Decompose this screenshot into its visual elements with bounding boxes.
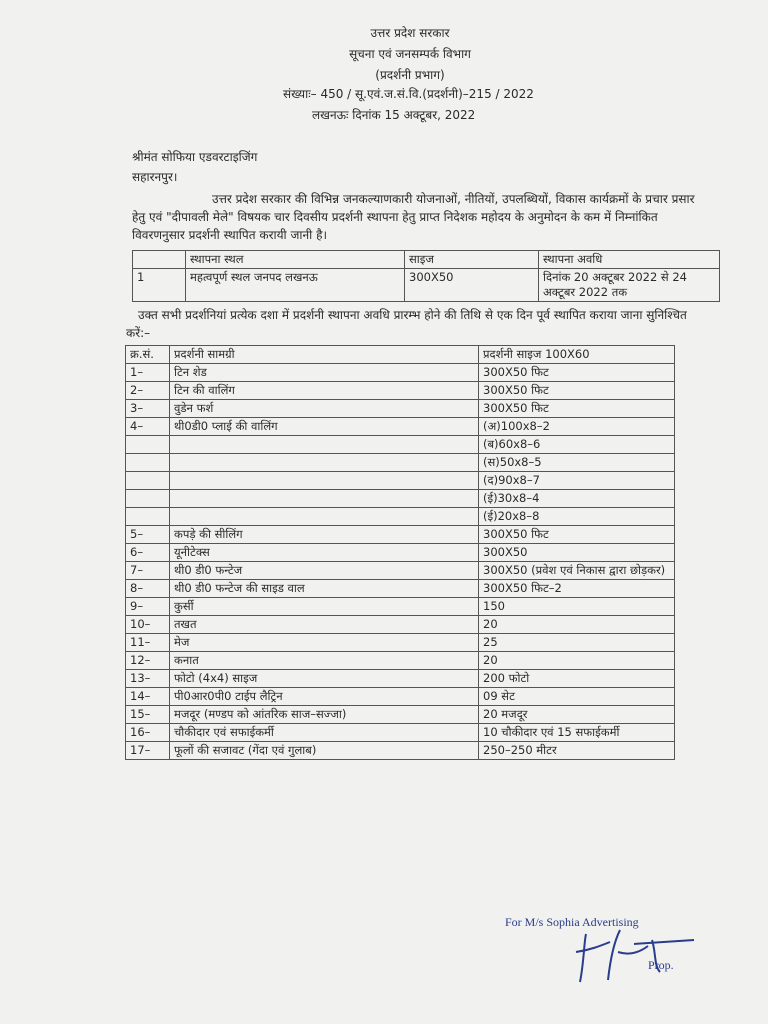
table-row [126,562,675,580]
table-row [126,616,675,634]
table-cell-size: 20 [479,652,675,670]
table-header-cell: साइज [405,251,539,269]
table-cell-item: थी0डी0 प्लाई की वालिंग [170,418,479,436]
table-cell-sn [126,472,170,490]
table-cell-item: यूनीटेक्स [170,544,479,562]
table-cell-sn [126,508,170,526]
table-cell-sn: 2– [126,382,170,400]
table-cell-item [170,436,479,454]
table-cell-item [170,508,479,526]
body-paragraph-1: उत्तर प्रदेश सरकार की विभिन्न जनकल्याणकारी योजनाओं, नीतियों, उपलब्धियों, विकास कार्यक्रमों के प्रचार प्रसार हेतु एवं "दीपावली मेले" विषयक चार दिवसीय प्रदर्शनी स्थापना हेतु प्राप्त निदेशक महोदय के अनुमोदन के कम में निम्नांकित विवरणनुसार प्रदर्शनी स्थापित करायी जानी है। [132,192,695,242]
table-cell-sn: 8– [126,580,170,598]
table-cell-size: 300X50 [479,544,675,562]
table-cell-item: थी0 डी0 फन्टेज [170,562,479,580]
table-cell-item: टिन की वालिंग [170,382,479,400]
table-row [126,472,675,490]
table-row [126,544,675,562]
table-cell-size: 09 सेट [479,688,675,706]
addressee-city: सहारनपुर। [132,170,178,184]
table-row [126,382,675,400]
table-cell-size: (स)50x8–5 [479,454,675,472]
table-cell-item: थी0 डी0 फन्टेज की साइड वाल [170,580,479,598]
table-row [126,526,675,544]
handwritten-signature [570,922,710,988]
table-row [126,508,675,526]
table-cell-item: टिन शेड [170,364,479,382]
table-cell-size: (ई)20x8–8 [479,508,675,526]
signature-company-line: For M/s Sophia Advertising [505,915,639,929]
table-cell-item: फूलों की सजावट (गेंदा एवं गुलाब) [170,742,479,760]
signature-prop: Prop. [648,958,674,972]
table-cell-size: 20 मजदूर [479,706,675,724]
table-row [126,706,675,724]
header-dept: सूचना एवं जनसम्पर्क विभाग [349,47,471,61]
table-cell-size: 250–250 मीटर [479,742,675,760]
table-cell-size: 300X50 फिट [479,364,675,382]
table-cell-size: 10 चौकीदार एवं 15 सफाईकर्मी [479,724,675,742]
table-header-row [126,346,675,364]
header-govt: उत्तर प्रदेश सरकार [370,26,450,40]
table-row [126,400,675,418]
table-cell-item: पी0आर0पी0 टाईप लैट्रिन [170,688,479,706]
table-cell-sn [126,490,170,508]
table-cell-item: चौकीदार एवं सफाईकर्मी [170,724,479,742]
table-cell-item: मेज [170,634,479,652]
table-row [126,580,675,598]
header-division: (प्रदर्शनी प्रभाग) [375,68,445,82]
table-header-cell: प्रदर्शनी सामग्री [170,346,479,364]
table-cell-size: 200 फोटो [479,670,675,688]
table-cell-item: तखत [170,616,479,634]
table-cell: दिनांक 20 अक्टूबर 2022 से 24 अक्टूबर 2022 तक [539,269,720,302]
table-cell-size: (द)90x8–7 [479,472,675,490]
table-cell-item [170,472,479,490]
table-cell-sn: 12– [126,652,170,670]
addressee-name: श्रीमंत सोफिया एडवरटाइजिंग [132,150,258,164]
table-cell-size: 300X50 फिट [479,382,675,400]
table-cell-size: 300X50 (प्रवेश एवं निकास द्वारा छोड़कर) [479,562,675,580]
table-cell-sn: 17– [126,742,170,760]
table-cell-item: कपड़े की सीलिंग [170,526,479,544]
table-cell-size: 20 [479,616,675,634]
reference-number: संख्याः– 450 / सू.एवं.ज.सं.वि.(प्रदर्शनी)–215 / 2022 [283,87,534,101]
table-row [126,364,675,382]
table-row [126,742,675,760]
table-cell-sn: 10– [126,616,170,634]
table-cell-sn: 11– [126,634,170,652]
table-cell-item [170,454,479,472]
table-row [126,670,675,688]
table-cell-size: (ई)30x8–4 [479,490,675,508]
body-paragraph-2: उक्त सभी प्रदर्शनियां प्रत्येक दशा में प्रदर्शनी स्थापना अवधि प्रारम्भ होने की तिथि से एक दिन पूर्व स्थापित कराया जाना सुनिश्चित करें:– [126,308,687,340]
table-cell-sn: 1– [126,364,170,382]
table-cell-sn: 16– [126,724,170,742]
table-cell-sn [126,436,170,454]
table-cell-size: 300X50 फिट–2 [479,580,675,598]
table-cell-size: 25 [479,634,675,652]
table-row [126,454,675,472]
table-cell-sn: 5– [126,526,170,544]
table-row [126,724,675,742]
table-cell-size: 300X50 फिट [479,400,675,418]
table-header-cell [133,251,186,269]
table-cell-size: 300X50 फिट [479,526,675,544]
material-table [125,345,675,760]
letter-date: लखनऊः दिनांक 15 अक्टूबर, 2022 [312,108,476,122]
table-cell-sn: 4– [126,418,170,436]
table-cell-sn: 13– [126,670,170,688]
table-cell-sn: 3– [126,400,170,418]
table-row [126,652,675,670]
table-cell-sn: 9– [126,598,170,616]
table-header-cell: स्थापना स्थल [186,251,405,269]
table-cell: 300X50 [405,269,539,302]
table-cell: 1 [133,269,186,302]
table-header-cell: क्र.सं. [126,346,170,364]
table-row [126,598,675,616]
exhibition-location-table [132,250,720,302]
table-header-row [133,251,720,269]
table-header-cell: स्थापना अवधि [539,251,720,269]
table-cell-item: मजदूर (मण्डप को आंतरिक साज–सज्जा) [170,706,479,724]
table-cell-sn: 14– [126,688,170,706]
table-cell: महत्वपूर्ण स्थल जनपद लखनऊ [186,269,405,302]
table-cell-item: कनात [170,652,479,670]
table-cell-item: फोटो (4x4) साइज [170,670,479,688]
table-cell-size: 150 [479,598,675,616]
table-cell-sn: 6– [126,544,170,562]
table-cell-item [170,490,479,508]
table-row [126,634,675,652]
table-row [126,490,675,508]
table-row [133,269,720,302]
table-row [126,688,675,706]
table-cell-sn [126,454,170,472]
table-row [126,436,675,454]
table-cell-sn: 7– [126,562,170,580]
table-cell-sn: 15– [126,706,170,724]
table-cell-size: (अ)100x8–2 [479,418,675,436]
table-cell-size: (ब)60x8–6 [479,436,675,454]
table-cell-item: कुर्सी [170,598,479,616]
table-row [126,418,675,436]
table-header-cell: प्रदर्शनी साइज 100X60 [479,346,675,364]
table-cell-item: वुडेन फर्श [170,400,479,418]
